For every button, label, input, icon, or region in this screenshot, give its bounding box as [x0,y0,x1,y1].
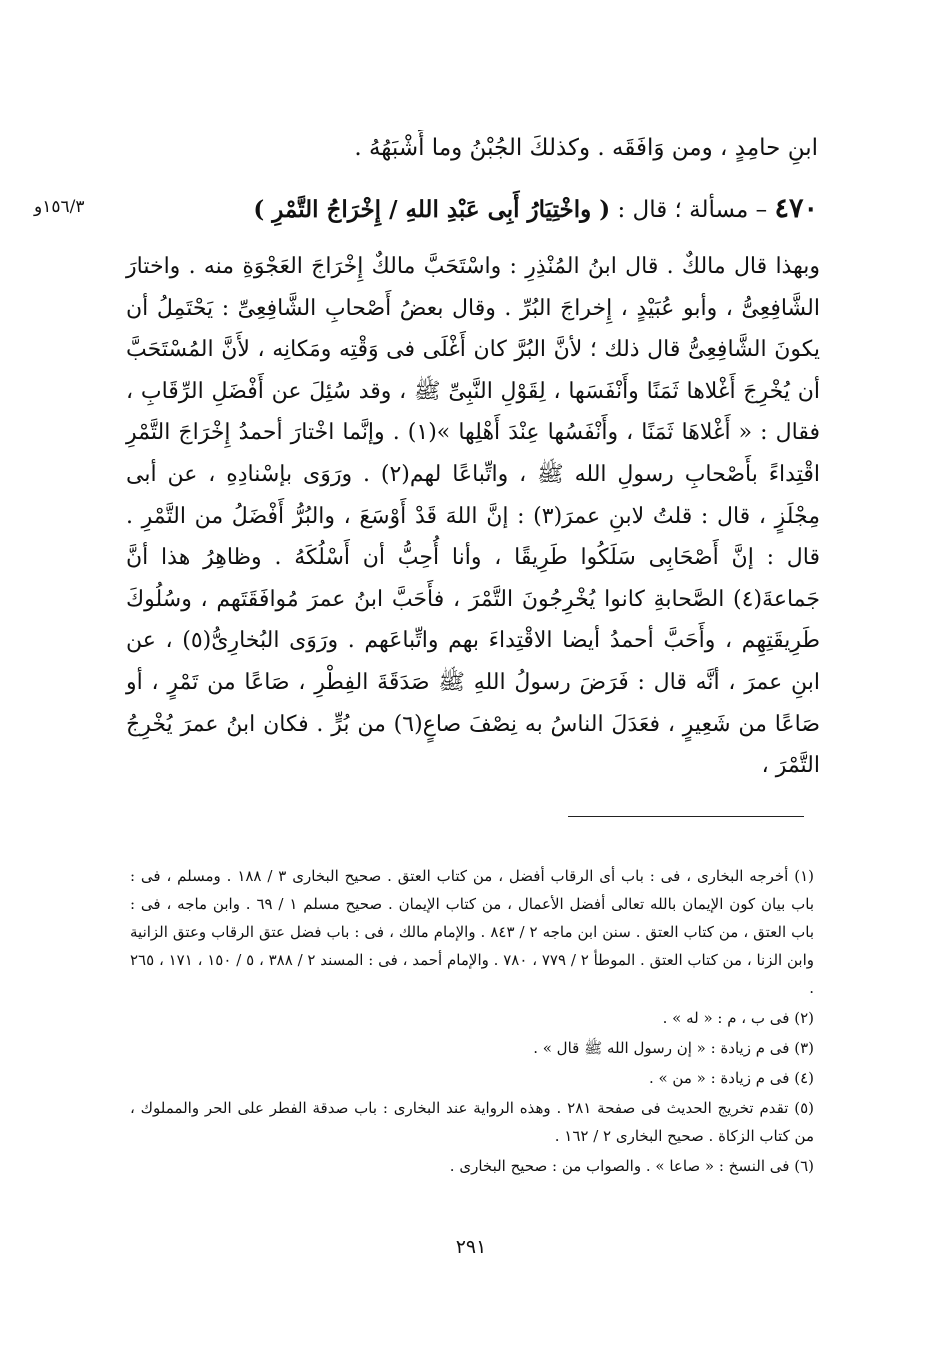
footnote-5: (٥) تقدم تخريج الحديث فى صفحة ٢٨١ . وهذه الرواية عند البخارى : باب صدقة الفطر على الحر والمملوك ، من كتاب الزكاة . صحيح البخارى ٢ / ١٦٢ . [130,1099,814,1145]
issue-title: ( واخْتِيَارُ أَبِى عَبْدِ اللهِ / إِخْرَاجُ التَّمْرِ ) [253,196,611,223]
footnote-2: (٢) فى ب ، م : « له » . [662,1009,814,1027]
footnote-6: (٦) فى النسخ : « صاعا » . والصواب من : صحيح البخارى . [449,1157,814,1175]
body-text [126,246,820,787]
body-paragraph: وبهذا قال مالكٌ . قال ابنُ المُنْذِرِ : واسْتَحَبَّ مالكٌ إِخْرَاجَ العَجْوَةِ منه . واختارَ الشَّافِعِىُّ ، وأبو عُبَيْدٍ ، إِخراجَ البُرِّ . وقال بعضُ أَصْحابِ الشَّافِعِىِّ : يَحْتَمِلُ أن يكونَ الشَّافِعِىُّ قال ذلك ؛ لأنَّ البُرَّ كان أَغْلَى فى وَقْتِه ومَكانِه ، لأَنَّ المُسْتَحَبَّ أن يُخْرِجَ أَغْلاها ثَمَنًا وأَنْفَسَها ، لِقَوْلِ النَّبِىِّ ﷺ ، وقد سُئِلَ عن أَفْضَلِ الرِّقَابِ ، فقال : « أَغْلاهَا ثَمَنًا ، وأَنْفَسُها عِنْدَ أَهْلِها »(١) . وإنَّما اخْتارَ أحمدُ إِخْرَاجَ التَّمْرِ اقْتِداءً بأَصْحابِ رسولِ الله ﷺ ، واتِّباعًا لهم(٢) . ورَوَى بإسْنادِهِ ، عن أبى مِجْلَزٍ ، قال : قلتُ لابنِ عمرَ(٣) : إنَّ اللهَ قَدْ أَوْسَعَ ، والبُرُّ أَفْضَلُ من التَّمْرِ . قال : إنَّ أَصْحَابِى سَلَكُوا طَرِيقًا ، وأنا أُحِبُّ أن أَسْلُكَهُ . وظاهِرُ هذا أنَّ جَماعةَ(٤) الصَّحابةِ كانوا يُخْرِجُونَ التَّمْرَ ، فأَحَبَّ ابنُ عمرَ مُوافَقَتَهم ، وسُلُوكَ طَرِيقَتِهِم ، وأَحَبَّ أحمدُ أيضا الاقْتِداءَ بهم واتِّباعَهم . ورَوَى البُخارِىُّ(٥) ، عن ابنِ عمرَ ، أنَّه قال : فَرَضَ رسولُ اللهِ ﷺ صَدَقَةَ الفِطْرِ ، صَاعًا من تَمْرٍ ، أو صَاعًا من شَعِيرٍ ، فعَدَلَ الناسُ به نِصْفَ صاعٍ(٦) من بُرٍّ . فكان ابنُ عمرَ يُخْرِجُ التَّمْرَ ، [126,254,821,779]
footnote-separator [568,816,804,817]
manuscript-folio-reference: ١٥٦/٣و [34,197,85,217]
page-number: ٢٩١ [455,1236,487,1258]
footnote-1: (١) أخرجه البخارى ، فى : باب أى الرقاب أفضل ، من كتاب العتق . صحيح البخارى ٣ / ١٨٨ . ومسلم ، فى : باب بيان كون الإيمان بالله تعالى أفضل الأعمال ، من كتاب الإيمان . صحيح مسلم ١ / ٦٩ . وابن ماجه ، فى : باب العتق ، من كتاب العتق . سنن ابن ماجه ٢ / ٨٤٣ . والإمام مالك ، فى : باب فضل عتق الرقاب وعتق الزانية وابن الزنا ، من كتاب العتق . الموطأ ٢ / ٧٧٩ ، ٧٨٠ . والإمام أحمد ، فى : المسند ٢ / ٣٨٨ ، ٥ / ١٥٠ ، ١٧١ ، ٢٦٥ . [130,867,815,997]
issue-prefix: – مسألة ؛ قال : [617,197,768,223]
continuation-line: ابنِ حامِدٍ ، ومن وَافَقَه . وكذلكَ الجُبْنُ وما أَشْبَهُهُ . [354,135,818,161]
issue-heading [240,190,818,229]
issue-number: ٤٧٠ [774,193,818,224]
footnote-3: (٣) فى م زيادة : « إن رسول الله ﷺ قال » . [533,1039,814,1057]
footnote-4: (٤) فى م زيادة : « من » . [648,1069,814,1087]
footnotes [130,862,814,1182]
